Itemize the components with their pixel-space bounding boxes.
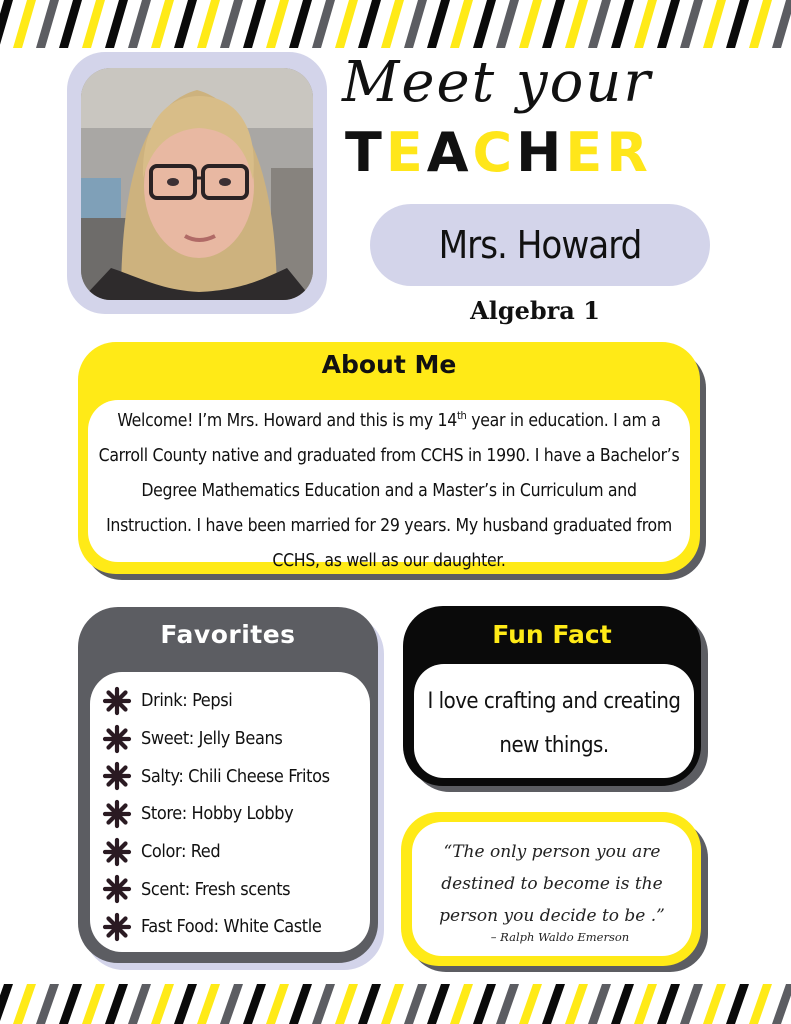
teacher-block-title (345, 120, 649, 186)
quote-author: – Ralph Waldo Emerson (490, 930, 630, 944)
asterisk-icon (102, 724, 132, 754)
teacher-name-pill (370, 204, 710, 286)
title-letter: E (565, 121, 604, 184)
script-title-text: Meet your (342, 50, 653, 115)
favorites-list (102, 682, 372, 946)
list-item (102, 720, 372, 758)
title-letter: T (345, 121, 383, 184)
favorite-item-label: Salty: Chili Cheese Fritos (141, 765, 330, 787)
favorite-item-label: Store: Hobby Lobby (141, 803, 294, 825)
list-item (102, 833, 372, 871)
asterisk-icon (102, 761, 132, 791)
title-letter: C (472, 121, 514, 184)
about-text (98, 398, 680, 579)
bottom-stripe-border (0, 984, 791, 1024)
list-item (102, 795, 372, 833)
fun-fact-text: I love crafting and creating new things. (427, 689, 681, 758)
fun-fact-title: Fun Fact (492, 620, 612, 649)
favorite-item-label: Drink: Pepsi (141, 690, 233, 712)
teacher-name: Mrs. Howard (438, 223, 642, 267)
favorite-item-label: Scent: Fresh scents (141, 878, 291, 900)
quote-text: “The only person you are destined to become is the person you decide to be .” (439, 842, 665, 926)
asterisk-icon (102, 799, 132, 829)
about-text-end: year in education. I am a Carroll County native and graduated from CCHS in 1990. I have a Bachelor’s Degree Mathematics Education and a Master’s in Curriculum and Instruction. I have been married for 29 years. My husband graduated from CCHS, as well as our daughter. (98, 410, 680, 571)
title-letter: H (516, 121, 563, 184)
teacher-photo-frame (67, 52, 327, 314)
list-item (102, 908, 372, 946)
asterisk-icon (102, 874, 132, 904)
teacher-subject: Algebra 1 (470, 296, 600, 325)
list-item (102, 757, 372, 795)
about-text-superscript: th (456, 409, 467, 422)
list-item (102, 682, 372, 720)
title-letter: R (606, 121, 649, 184)
meet-your-script-title (342, 50, 722, 122)
favorite-item-label: Color: Red (141, 841, 221, 863)
top-stripe-border (0, 0, 791, 48)
title-letter: A (426, 121, 470, 184)
favorite-item-label: Fast Food: White Castle (141, 916, 322, 938)
teacher-photo (81, 68, 313, 300)
favorite-item-label: Sweet: Jelly Beans (141, 728, 283, 750)
title-letter: E (385, 121, 424, 184)
asterisk-icon (102, 686, 132, 716)
asterisk-icon (102, 837, 132, 867)
asterisk-icon (102, 912, 132, 942)
list-item (102, 870, 372, 908)
favorites-title: Favorites (160, 620, 296, 649)
about-title: About Me (321, 350, 457, 379)
about-text-start: Welcome! I’m Mrs. Howard and this is my 14 (117, 410, 457, 431)
